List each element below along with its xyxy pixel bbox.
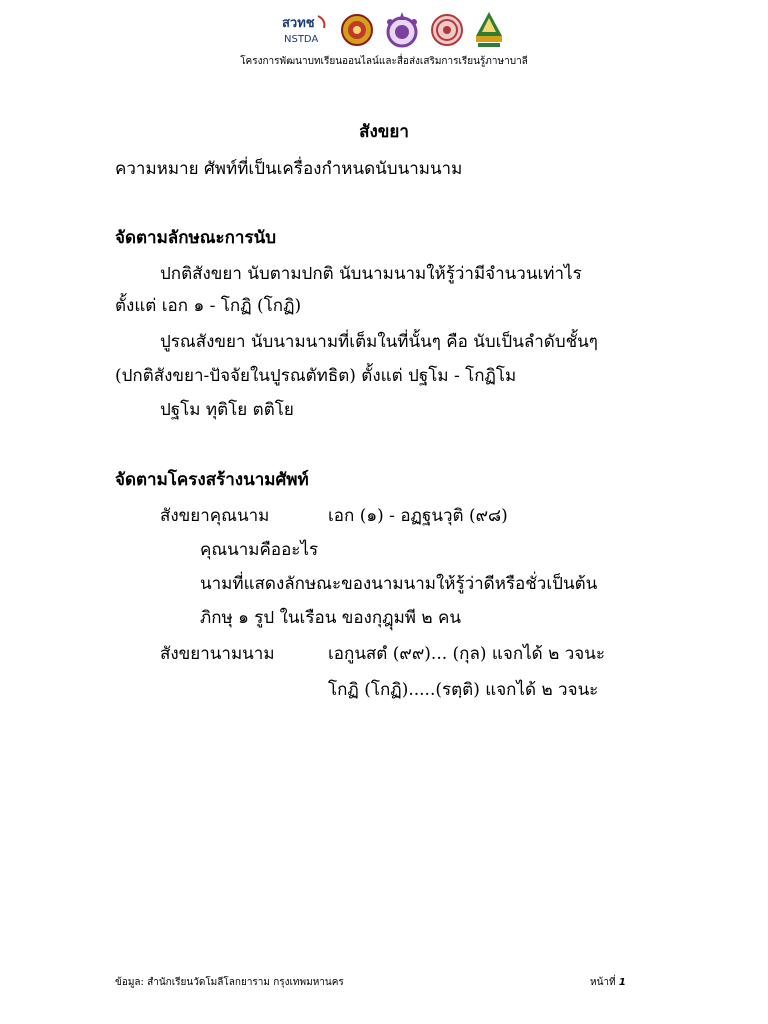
section-heading-structure: จัดตามโครงสร้างนามศัพท์ bbox=[115, 470, 309, 490]
footer-source: ข้อมูล: สำนักเรียนวัดโมลีโลกยาราม กรุงเทพมหานคร bbox=[115, 977, 344, 988]
section1-line-4: (ปกติสังขยา-ปัจจัยในปูรณตัทธิต) ตั้งแต่ ปฐโม - โกฏิโม bbox=[115, 366, 517, 386]
seal-logo-3 bbox=[430, 13, 464, 47]
section-heading-counting: จัดตามลักษณะการนับ bbox=[115, 228, 276, 248]
meaning-line: ความหมาย ศัพท์ที่เป็นเครื่องกำหนดนับนามนาม bbox=[115, 159, 463, 179]
row2-value: เอกูนสตํ (๙๙)... (กุล) แจกได้ ๒ วจนะ bbox=[328, 644, 605, 664]
seal-logo-2 bbox=[382, 10, 422, 50]
sub-line-2: นามที่แสดงลักษณะของนามนามให้รู้ว่าดีหรือชั่วเป็นต้น bbox=[200, 574, 598, 594]
page-label: หน้าที่ bbox=[590, 977, 616, 988]
header-logos bbox=[280, 8, 530, 52]
section1-line-1: ปกติสังขยา นับตามปกติ นับนามนามให้รู้ว่ามีจำนวนเท่าไร bbox=[160, 264, 582, 284]
seal-logo-4 bbox=[472, 10, 506, 50]
row1-value: เอก (๑) - อฏฐนวุติ (๙๘) bbox=[328, 506, 508, 526]
nstda-logo bbox=[280, 12, 332, 48]
section1-line-5: ปฐโม ทุติโย ตติโย bbox=[160, 400, 294, 420]
section1-line-2: ตั้งแต่ เอก ๑ - โกฏิ (โกฏิ) bbox=[115, 296, 302, 316]
sub-line-1: คุณนามคืออะไร bbox=[200, 540, 319, 560]
seal-logo-1 bbox=[340, 13, 374, 47]
footer-page-number bbox=[590, 975, 626, 990]
header-tagline: โครงการพัฒนาบทเรียนออนไลน์และสื่อส่งเสริมการเรียนรู้ภาษาบาลี bbox=[240, 56, 528, 67]
row3-value: โกฏิ (โกฏิ).....(รตฺติ) แจกได้ ๒ วจนะ bbox=[328, 680, 599, 700]
row1-label: สังขยาคุณนาม bbox=[160, 506, 270, 526]
row2-label: สังขยานามนาม bbox=[160, 644, 275, 664]
section1-line-3: ปูรณสังขยา นับนามนามที่เต็มในที่นั้นๆ คือ นับเป็นลำดับชั้นๆ bbox=[160, 332, 598, 352]
document-title: สังขยา bbox=[359, 122, 409, 142]
sub-line-3: ภิกษุ ๑ รูป ในเรือน ของกุฎุมพี ๒ คน bbox=[200, 608, 461, 628]
svg-text:สวทช: สวทช bbox=[282, 16, 315, 31]
svg-text:NSTDA: NSTDA bbox=[284, 34, 319, 45]
page-number: 1 bbox=[618, 977, 626, 988]
